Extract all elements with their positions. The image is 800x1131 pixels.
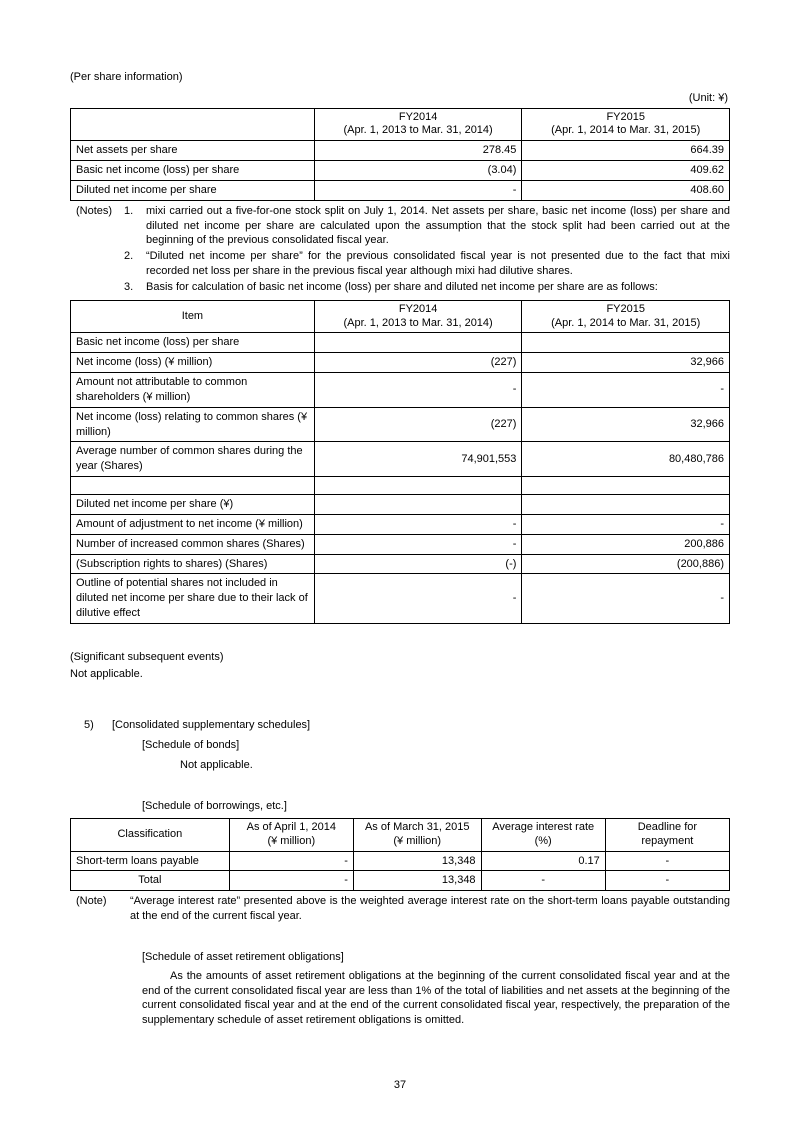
note-item — [70, 249, 730, 279]
subsequent-events-title: (Significant subsequent events) — [70, 650, 224, 663]
bonds-schedule-title: [Schedule of bonds] — [142, 739, 240, 752]
borrowings-note-text: “Average interest rate” presented above is the weighted average interest rate on the short-term loans payable outstanding at the end of the current fiscal year. — [130, 895, 730, 923]
borrowings-note-label: (Note) — [76, 895, 107, 908]
note-item — [70, 204, 730, 249]
header-deadline-line2: repayment — [641, 834, 694, 847]
list-marker: 5) — [84, 718, 94, 731]
row-value-fy2015 — [522, 333, 730, 353]
header-rate-line1: Average interest rate — [492, 821, 595, 833]
header-as-of-april-2014 — [229, 819, 353, 852]
row-value-fy2014: 74,901,553 — [314, 442, 522, 477]
row-value-rate: 0.17 — [481, 851, 605, 871]
header-item: Item — [71, 300, 315, 333]
header-fy2014-line1: FY2014 — [398, 302, 438, 315]
header-fy2014 — [314, 108, 522, 141]
header-fy2014-line2: (Apr. 1, 2013 to Mar. 31, 2014) — [343, 316, 493, 329]
header-fy2015-line2: (Apr. 1, 2014 to Mar. 31, 2015) — [551, 316, 701, 329]
header-fy2014-line2: (Apr. 1, 2013 to Mar. 31, 2014) — [343, 124, 493, 137]
row-value-rate: - — [481, 871, 605, 891]
unit-note: (Unit: ¥) — [688, 91, 728, 104]
row-value-fy2015: 32,966 — [522, 407, 730, 442]
table-row-blank — [71, 477, 730, 495]
note-text: mixi carried out a five-for-one stock split on July 1, 2014. Net assets per share, basic net income (loss) per share and diluted net income per share are calculated upon the assumption that the stock split had been carried out at the beginning of the previous consolidated fiscal year. — [146, 204, 730, 247]
row-label: Net income (loss) relating to common shares (¥ million) — [71, 407, 315, 442]
row-label — [71, 477, 315, 495]
row-value-fy2014: 278.45 — [314, 141, 522, 161]
table-row — [71, 554, 730, 574]
note-text: Basis for calculation of basic net income (loss) per share and diluted net income per share are as follows: — [146, 280, 658, 293]
row-value-deadline: - — [605, 871, 729, 891]
table-header-row — [71, 300, 730, 333]
borrowings-schedule-title: [Schedule of borrowings, etc.] — [142, 800, 287, 813]
header-as-of-march-2015 — [353, 819, 481, 852]
row-value-fy2014: (3.04) — [314, 161, 522, 181]
header-fy2014-line1: FY2014 — [398, 110, 438, 123]
bonds-schedule-body: Not applicable. — [180, 759, 253, 772]
row-label: Average number of common shares during the year (Shares) — [71, 442, 315, 477]
basis-calculation-table — [70, 300, 730, 624]
header-mar2015-line2: (¥ million) — [393, 834, 442, 847]
note-number: 2. — [124, 250, 134, 263]
note-text: “Diluted net income per share” for the previous consolidated fiscal year is not presented due to the fact that mixi recorded net loss per share in the previous fiscal year although mixi had dilutive shares. — [146, 250, 730, 278]
row-label: Diluted net income per share (¥) — [71, 495, 315, 515]
header-mar2015-line1: As of March 31, 2015 — [364, 821, 470, 833]
header-rate-line2: (%) — [534, 834, 552, 847]
header-average-interest-rate — [481, 819, 605, 852]
row-value-fy2014: - — [314, 574, 522, 624]
asset-retirement-body: As the amounts of asset retirement obligations at the beginning of the current consolidated fiscal year and at the end of the current consolidated fiscal year are less than 1% of the total of liabilities and net assets at the beginning of the current consolidated fiscal year and at the end of the current consolidated fiscal year, respectively, the preparation of the supplementary schedule of asset retirement obligations is omitted. — [142, 969, 730, 1027]
borrowings-note — [70, 894, 730, 924]
table-header-row — [71, 108, 730, 141]
supplementary-schedules-heading — [70, 718, 730, 733]
row-value-fy2014 — [314, 495, 522, 515]
table-row — [71, 353, 730, 373]
per-share-section-title: (Per share information) — [70, 71, 183, 83]
header-fy2015 — [522, 300, 730, 333]
row-value-fy2015: 80,480,786 — [522, 442, 730, 477]
row-label: Net income (loss) (¥ million) — [71, 353, 315, 373]
row-value-apr2014: - — [229, 871, 353, 891]
row-value-fy2014: - — [314, 372, 522, 407]
row-value-fy2015 — [522, 495, 730, 515]
row-classification: Total — [71, 871, 230, 891]
row-value-fy2015 — [522, 477, 730, 495]
header-fy2015 — [522, 108, 730, 141]
table-row — [71, 372, 730, 407]
row-value-fy2015: 408.60 — [522, 180, 730, 200]
table-row — [71, 514, 730, 534]
note-item — [70, 280, 730, 295]
table-row — [71, 180, 730, 200]
row-value-fy2014: (227) — [314, 407, 522, 442]
header-deadline-line1: Deadline for — [637, 821, 698, 833]
row-label: Net assets per share — [71, 141, 315, 161]
header-fy2015-line1: FY2015 — [606, 110, 645, 123]
row-value-mar2015: 13,348 — [353, 851, 481, 871]
row-value-mar2015: 13,348 — [353, 871, 481, 891]
row-label: Basic net income (loss) per share — [71, 333, 315, 353]
table-header-row — [71, 819, 730, 852]
row-value-fy2015: - — [522, 514, 730, 534]
row-label: Basic net income (loss) per share — [71, 161, 315, 181]
note-number: 3. — [124, 280, 134, 293]
row-value-deadline: - — [605, 851, 729, 871]
row-value-fy2015: 664.39 — [522, 141, 730, 161]
table-row — [71, 333, 730, 353]
row-value-fy2015: 409.62 — [522, 161, 730, 181]
header-blank — [71, 108, 315, 141]
row-label: Outline of potential shares not included in diluted net income per share due to their lack of dilutive effect — [71, 574, 315, 624]
header-fy2015-line1: FY2015 — [606, 302, 645, 315]
header-classification: Classification — [71, 819, 230, 852]
row-value-fy2014 — [314, 333, 522, 353]
table-row — [71, 534, 730, 554]
row-classification: Short-term loans payable — [71, 851, 230, 871]
row-value-fy2014: (-) — [314, 554, 522, 574]
table-row — [71, 407, 730, 442]
per-share-table — [70, 108, 730, 201]
supplementary-title: [Consolidated supplementary schedules] — [112, 718, 311, 731]
row-value-fy2014: - — [314, 534, 522, 554]
table-row — [71, 871, 730, 891]
header-fy2015-line2: (Apr. 1, 2014 to Mar. 31, 2015) — [551, 124, 701, 137]
header-apr2014-line1: As of April 1, 2014 — [246, 821, 336, 833]
notes-label: (Notes) — [76, 204, 113, 217]
row-value-fy2014 — [314, 477, 522, 495]
asset-retirement-title: [Schedule of asset retirement obligations] — [142, 950, 344, 963]
table-row — [71, 442, 730, 477]
row-value-fy2015: - — [522, 574, 730, 624]
row-value-fy2015: 200,886 — [522, 534, 730, 554]
header-deadline-for-repayment — [605, 819, 729, 852]
table-row — [71, 851, 730, 871]
subsequent-events-body: Not applicable. — [70, 667, 143, 680]
table-row — [71, 141, 730, 161]
page-number: 37 — [393, 1079, 407, 1092]
row-label: (Subscription rights to shares) (Shares) — [71, 554, 315, 574]
table-row — [71, 161, 730, 181]
row-label: Number of increased common shares (Shares) — [71, 534, 315, 554]
table-row — [71, 495, 730, 515]
notes-block — [70, 204, 730, 295]
row-value-fy2015: (200,886) — [522, 554, 730, 574]
table-row — [71, 574, 730, 624]
row-label: Diluted net income per share — [71, 180, 315, 200]
row-value-fy2015: - — [522, 372, 730, 407]
row-label: Amount of adjustment to net income (¥ million) — [71, 514, 315, 534]
row-value-apr2014: - — [229, 851, 353, 871]
header-fy2014 — [314, 300, 522, 333]
row-value-fy2014: - — [314, 514, 522, 534]
row-value-fy2014: (227) — [314, 353, 522, 373]
row-value-fy2014: - — [314, 180, 522, 200]
note-number: 1. — [124, 204, 134, 217]
row-value-fy2015: 32,966 — [522, 353, 730, 373]
header-apr2014-line2: (¥ million) — [267, 834, 316, 847]
borrowings-table — [70, 818, 730, 891]
row-label: Amount not attributable to common shareholders (¥ million) — [71, 372, 315, 407]
